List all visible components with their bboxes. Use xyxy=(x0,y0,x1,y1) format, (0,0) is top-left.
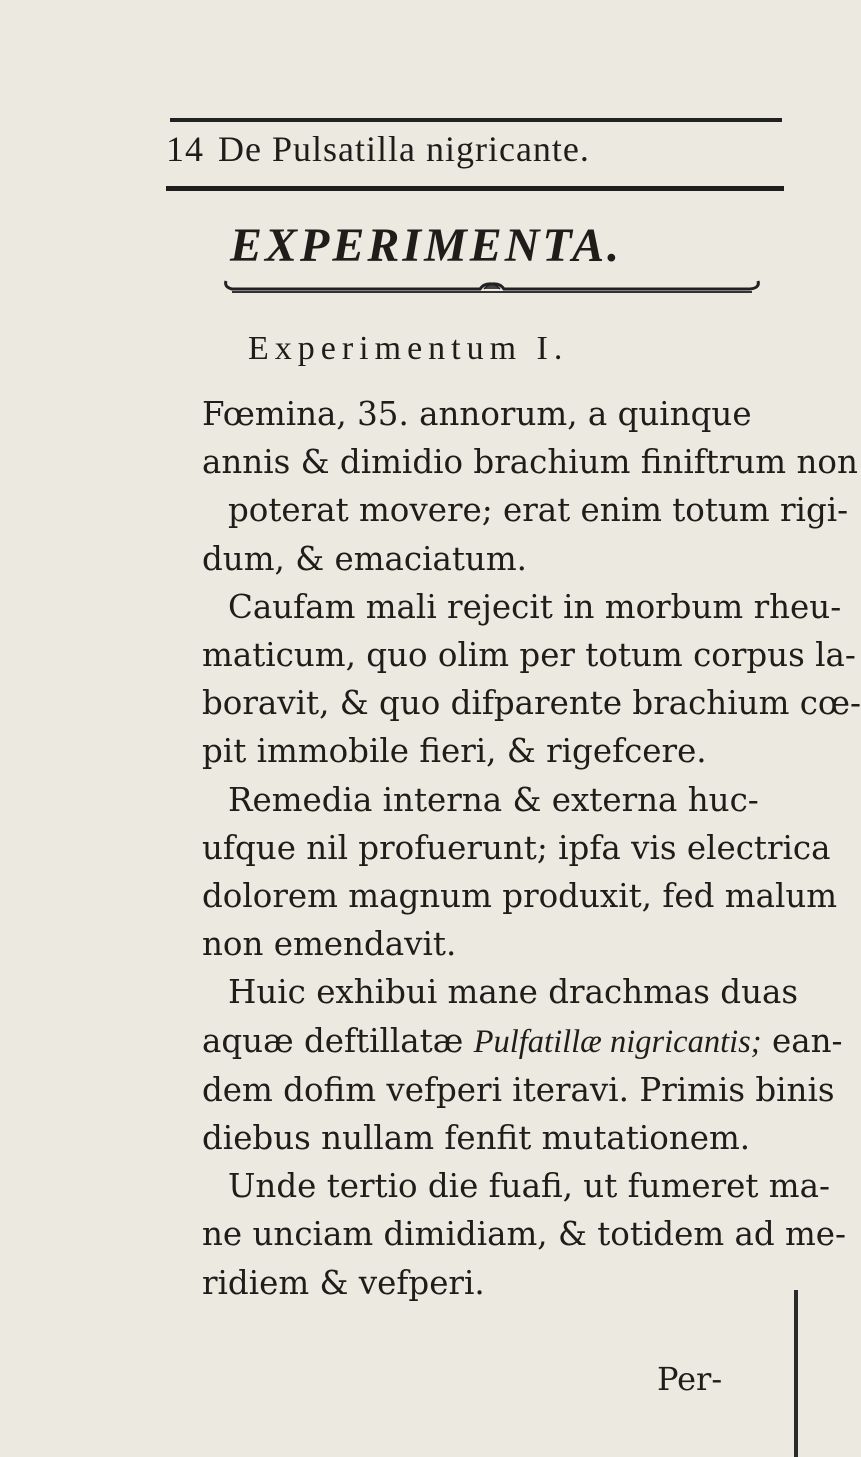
text-line: ridiem & vefperi. xyxy=(202,1263,485,1302)
text-line: non emendavit. xyxy=(202,925,457,964)
running-title: De Pulsatilla nigricante. xyxy=(218,129,590,169)
text-line: dem dofim vefperi iteravi. Primis binis xyxy=(202,1070,835,1109)
text-line: ufque nil profuerunt; ipfa vis electrica xyxy=(202,828,831,867)
header-rule xyxy=(166,186,784,191)
text-line: pit immobile fieri, & rigefcere. xyxy=(202,732,707,771)
text-line: poterat movere; erat enim totum rigi- xyxy=(228,491,849,530)
page-edge-shadow xyxy=(794,1290,798,1457)
text-line: aquæ deftillatæ Pulfatillæ nigricantis; ean- xyxy=(202,1021,843,1060)
section-title: EXPERIMENTA. xyxy=(230,219,623,272)
catchword: Per- xyxy=(657,1360,723,1398)
text-line: Remedia interna & externa huc- xyxy=(228,780,759,819)
text-line: Unde tertio die fuafi, ut fumeret ma- xyxy=(228,1167,830,1206)
top-border-rule xyxy=(170,118,782,122)
text-line: diebus nullam fenfit mutationem. xyxy=(202,1119,751,1158)
text-line: maticum, quo olim per totum corpus la- xyxy=(202,636,856,675)
ornament-rule-icon xyxy=(222,278,762,296)
experiment-title: Experimentum I. xyxy=(248,330,569,367)
running-header xyxy=(166,128,796,170)
text-line: dum, & emaciatum. xyxy=(202,539,528,578)
page-number: 14 xyxy=(166,129,204,169)
italic-plant-name: Pulfatillæ nigricantis; xyxy=(473,1023,762,1060)
body-text xyxy=(202,390,861,1307)
text-line: Huic exhibui mane drachmas duas xyxy=(228,973,799,1012)
text-line: annis & dimidio brachium finiftrum non xyxy=(202,443,858,482)
text-line: Caufam mali rejecit in morbum rheu- xyxy=(228,587,842,626)
text-line: ne unciam dimidiam, & totidem ad me- xyxy=(202,1215,847,1254)
text-line: boravit, & quo difparente brachium cœ- xyxy=(202,684,861,723)
text-line: Fœmina, 35. annorum, a quinque xyxy=(202,395,752,433)
text-line: dolorem magnum produxit, fed malum xyxy=(202,877,838,916)
